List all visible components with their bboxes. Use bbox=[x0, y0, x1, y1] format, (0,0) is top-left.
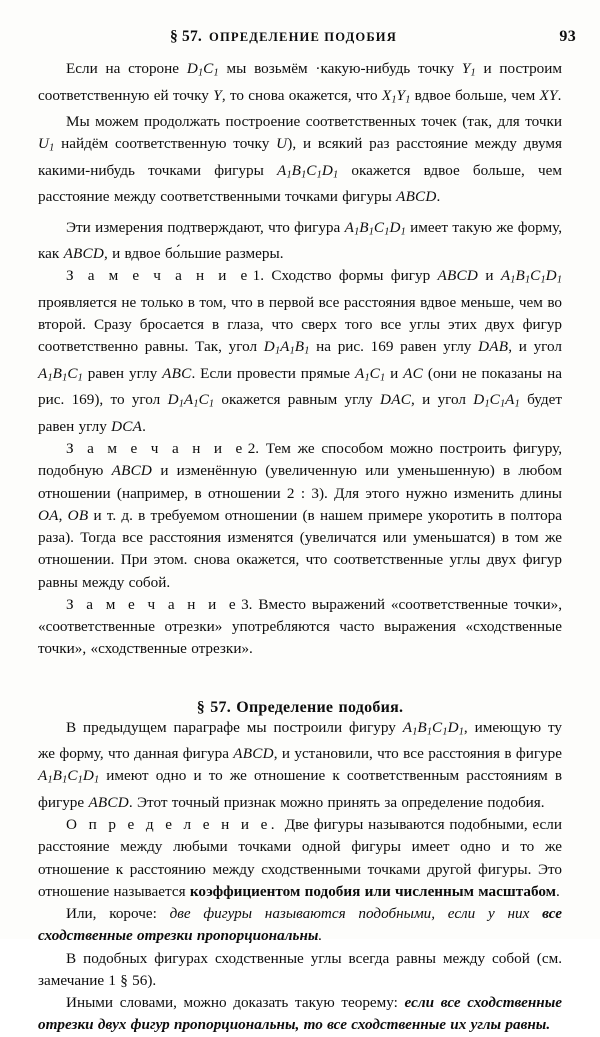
remark-number: 1. bbox=[252, 267, 265, 285]
text-run: . Этот точный признак можно принять за определение подобия. bbox=[128, 793, 545, 811]
subscript: 1 bbox=[193, 398, 199, 410]
text-run: A bbox=[500, 267, 511, 285]
body-text bbox=[38, 58, 562, 1037]
text-run: Y bbox=[461, 60, 471, 77]
subscript: 1 bbox=[208, 398, 215, 410]
subscript: 1 bbox=[316, 169, 322, 181]
subscript: 1 bbox=[197, 67, 204, 79]
running-head bbox=[38, 28, 576, 50]
definition-lead-in: О п р е д е л е н и е. bbox=[66, 816, 278, 834]
section-heading: § 57. Определение подобия. bbox=[196, 698, 404, 716]
subscript: 1 bbox=[332, 169, 339, 181]
subscript: 1 bbox=[213, 67, 219, 79]
text-run: окажется вдвое больше, чем расстояние между соответственными точками фигуры bbox=[38, 161, 562, 206]
text-run: Иными словами, можно доказать такую теорему: bbox=[66, 994, 405, 1012]
remark-lead-in: З а м е ч а н и е bbox=[66, 267, 251, 285]
text-run: , имеющую ту же форму, что данная фигура bbox=[38, 718, 562, 763]
paragraph-1 bbox=[38, 58, 562, 111]
math-label bbox=[277, 162, 338, 179]
text-run: U bbox=[38, 135, 50, 153]
subscript: 1 bbox=[289, 345, 295, 357]
text-run: X bbox=[381, 86, 392, 104]
text-run: C bbox=[198, 391, 209, 409]
text-run: D bbox=[321, 161, 333, 179]
text-run: D bbox=[447, 718, 459, 736]
math-label bbox=[38, 767, 99, 784]
text-run: . bbox=[318, 927, 323, 945]
text-run: мы возьмём ·какую-нибудь точку bbox=[218, 60, 462, 77]
math-label: AC bbox=[403, 364, 423, 382]
text-run: C bbox=[489, 391, 500, 409]
text-run: C bbox=[67, 767, 78, 785]
text-run: B bbox=[294, 338, 305, 356]
paragraph-3 bbox=[38, 217, 562, 266]
subscript: 1 bbox=[364, 372, 370, 384]
text-run: B bbox=[359, 218, 369, 236]
text-run: имеют одно и то же отношение к соответственным расстояниям в фигуре bbox=[38, 767, 562, 811]
text-run: A bbox=[354, 364, 365, 382]
remark-number: 2. bbox=[247, 440, 260, 458]
emphasis-bold-italic: если все сходственные отрезки двух фигур пропорциональны, то все сходственные их углы равны bbox=[38, 994, 562, 1034]
math-label: OA bbox=[38, 506, 59, 524]
text-run: ), и всякий раз расстояние между двумя какими-нибудь точками фигуры bbox=[38, 135, 562, 179]
text-run: и bbox=[385, 364, 404, 382]
text-run: Или, короче: bbox=[66, 905, 170, 923]
subscript: 1 bbox=[304, 345, 310, 357]
emphasis-italic: две фигуры называются подобными, если у них bbox=[169, 905, 543, 923]
math-label bbox=[473, 391, 520, 408]
text-run: B bbox=[417, 718, 427, 736]
text-run: , и угол bbox=[411, 391, 474, 409]
text-run: Эти измерения подтверждают, что фигура bbox=[66, 218, 345, 236]
subscript: 1 bbox=[442, 725, 448, 737]
subscript: 1 bbox=[354, 225, 360, 237]
math-label: U bbox=[276, 135, 288, 153]
subscript: 1 bbox=[384, 225, 390, 237]
running-head-title: ОПРЕДЕЛЕНИЕ ПОДОБИЯ bbox=[209, 30, 397, 44]
text-run: будет равен углу bbox=[38, 391, 563, 435]
text-run: D bbox=[167, 391, 179, 409]
subscript: 1 bbox=[62, 372, 68, 384]
text-run: B bbox=[52, 364, 63, 382]
subscript: 1 bbox=[524, 274, 531, 286]
math-label: ABCD bbox=[63, 245, 105, 263]
text-run: B bbox=[291, 161, 302, 179]
text-run: D bbox=[186, 60, 198, 77]
text-run: на рис. 169 равен углу bbox=[309, 338, 479, 356]
text-run: Мы можем продолжать построение соответственных точек (так, для точки bbox=[66, 113, 562, 131]
remark-lead-in: З а м е ч а н и е bbox=[66, 440, 246, 458]
text-run: A bbox=[183, 391, 194, 409]
math-label: ABC bbox=[162, 364, 192, 382]
text-run: C bbox=[203, 60, 214, 77]
paragraph-definition bbox=[38, 814, 562, 903]
subscript: 1 bbox=[178, 398, 184, 410]
text-run: C bbox=[306, 161, 317, 179]
text-run: . bbox=[436, 188, 441, 206]
text-run: В подобных фигурах сходственные углы всегда равны между собой (см. замечание 1 § 56). bbox=[38, 949, 562, 989]
paragraph-remark-1 bbox=[38, 265, 562, 438]
math-label: Y bbox=[213, 86, 222, 104]
subscript: 1 bbox=[426, 725, 433, 737]
text-run: вдвое больше, чем bbox=[410, 86, 540, 104]
math-label: ABCD bbox=[88, 793, 129, 811]
paragraph-2 bbox=[38, 111, 562, 209]
text-run: и построим соответственную ей точку bbox=[38, 60, 562, 104]
text-run: . bbox=[556, 882, 560, 900]
text-run: Y bbox=[396, 86, 406, 104]
math-label: DAB bbox=[478, 338, 509, 356]
running-head-section-sign: § 57. bbox=[170, 28, 202, 45]
text-run: , то снова окажется, что bbox=[221, 86, 382, 104]
subscript: 1 bbox=[484, 398, 490, 410]
text-run: Сходство формы фигур bbox=[264, 267, 438, 285]
subscript: 1 bbox=[556, 274, 562, 286]
text-run: C bbox=[67, 364, 78, 382]
page-number: 93 bbox=[559, 28, 576, 45]
subscript: 1 bbox=[286, 169, 292, 181]
subscript: 1 bbox=[400, 225, 406, 237]
math-label bbox=[355, 365, 385, 382]
text-run: A bbox=[402, 718, 413, 736]
subscript: 1 bbox=[458, 725, 464, 737]
math-label bbox=[168, 391, 215, 408]
subscript: 1 bbox=[77, 774, 83, 786]
text-run: найдём соответственную точку bbox=[54, 135, 277, 153]
math-label bbox=[345, 219, 406, 236]
subscript: 1 bbox=[514, 398, 520, 410]
subscript: 1 bbox=[470, 67, 476, 79]
text-run: D bbox=[473, 391, 485, 409]
subscript: 1 bbox=[49, 142, 55, 154]
math-label bbox=[382, 87, 410, 104]
text-run: D bbox=[389, 218, 401, 236]
text-run: B bbox=[52, 767, 63, 785]
subscript: 1 bbox=[499, 398, 506, 410]
math-label bbox=[264, 338, 310, 355]
remark-lead-in: З а м е ч а н и е bbox=[66, 595, 240, 613]
text-run: C bbox=[530, 267, 541, 285]
text-run: A bbox=[280, 338, 290, 356]
text-run: . Если провести прямые bbox=[191, 364, 355, 382]
text-run: . bbox=[546, 1016, 551, 1034]
text-run: имеет такую же форму, как bbox=[38, 218, 562, 263]
text-run: . bbox=[557, 86, 562, 104]
text-run: C bbox=[369, 364, 380, 382]
math-label bbox=[38, 365, 83, 382]
subscript: 1 bbox=[412, 725, 418, 737]
text-run: , bbox=[58, 506, 68, 524]
text-run: и bbox=[477, 267, 501, 285]
subscript: 1 bbox=[301, 169, 307, 181]
text-run: D bbox=[545, 267, 557, 285]
text-run: C bbox=[373, 218, 385, 236]
paragraph-11 bbox=[38, 992, 562, 1037]
math-label: OB bbox=[67, 506, 89, 524]
text-run: A bbox=[38, 364, 48, 382]
subscript: 1 bbox=[510, 274, 516, 286]
subscript: 1 bbox=[368, 225, 374, 237]
paragraph-remark-2 bbox=[38, 438, 562, 594]
text-run: , и вдвое бо́льшие размеры. bbox=[104, 245, 284, 263]
subscript: 1 bbox=[540, 274, 546, 286]
math-label: DCA bbox=[111, 417, 143, 435]
text-run: Две фигуры называются подобными, если расстояние между любыми точками одной фигуры имеет одно и то же отношение к расстоянию между сходственными точками другой фигуры. Это отношение называется bbox=[38, 816, 562, 900]
text-run: В предыдущем параграфе мы построили фигуру bbox=[66, 718, 403, 736]
subscript: 1 bbox=[94, 774, 100, 786]
math-label bbox=[38, 135, 54, 152]
subscript: 1 bbox=[379, 372, 386, 384]
text-run: A bbox=[38, 767, 48, 785]
math-label: ABCD bbox=[233, 745, 274, 763]
math-label: ABCD bbox=[111, 462, 153, 480]
subscript: 1 bbox=[77, 372, 83, 384]
text-run: и изменённую (увеличенную или уменьшенную) в любом отношении (например, в отношении 2 : 3). Для этого нужно изменить длины bbox=[38, 462, 562, 502]
math-label bbox=[501, 267, 562, 284]
paragraph-7 bbox=[38, 717, 562, 815]
text-run: , и установили, что все расстояния в фигуре bbox=[273, 745, 562, 763]
math-label: ABCD bbox=[437, 267, 478, 285]
text-run: . bbox=[142, 417, 146, 435]
emphasis-bold: коэффициентом подобия или численным масштабом bbox=[189, 882, 556, 900]
text-run: проявляется не только в том, что в первой все расстояния вдвое меньше, чем во второй. Сразу бросается в глаза, что сверх того все углы этих двух фигур соответственно равны. Так, угол bbox=[38, 293, 562, 356]
remark-number: 3. bbox=[241, 595, 253, 613]
math-label bbox=[403, 719, 464, 736]
math-label bbox=[462, 60, 476, 77]
paragraph-remark-3 bbox=[38, 594, 562, 661]
text-run: и т. д. в требуемом отношении (в нашем примере укоротить в полтора раза). Тогда все расстояния изменятся (увеличатся или уменьшатся) в том же отношении. При этом. снова окажется, что соответственные углы двух фигур равны между собой. bbox=[38, 506, 562, 591]
subscript: 1 bbox=[47, 372, 53, 384]
text-run: равен углу bbox=[82, 364, 163, 382]
text-run: D bbox=[82, 767, 94, 785]
text-run: D bbox=[263, 338, 275, 356]
subscript: 1 bbox=[405, 93, 411, 105]
emphasis-bold-italic: все сходственные отрезки пропорциональны bbox=[38, 905, 562, 945]
text-run: A bbox=[344, 218, 355, 236]
text-run: A bbox=[276, 161, 287, 179]
text-run: окажется равным углу bbox=[214, 391, 381, 409]
text-run: C bbox=[432, 718, 443, 736]
text-run: (они не показаны на рис. 169), то угол bbox=[38, 364, 563, 409]
text-run: B bbox=[515, 267, 525, 285]
subscript: 1 bbox=[47, 774, 53, 786]
text-run: Если на стороне bbox=[66, 60, 187, 77]
text-run: Вместо выражений «соответственные точки», «соответственные отрезки» употребляются часто выражения «сходственные точки», «сходственные отрезки». bbox=[38, 595, 562, 658]
text-run: , и угол bbox=[508, 338, 562, 356]
paragraph-10 bbox=[38, 948, 562, 993]
subscript: 1 bbox=[391, 93, 397, 105]
math-label bbox=[187, 60, 219, 77]
text-run: A bbox=[505, 391, 515, 409]
subscript: 1 bbox=[62, 774, 68, 786]
text-run: Тем же способом можно построить фигуру, подобную bbox=[38, 440, 562, 480]
subscript: 1 bbox=[274, 345, 281, 357]
math-label: ABCD bbox=[396, 188, 437, 206]
math-label: DAC bbox=[380, 391, 412, 409]
math-label: XY bbox=[539, 86, 558, 104]
paragraph-9 bbox=[38, 903, 562, 948]
